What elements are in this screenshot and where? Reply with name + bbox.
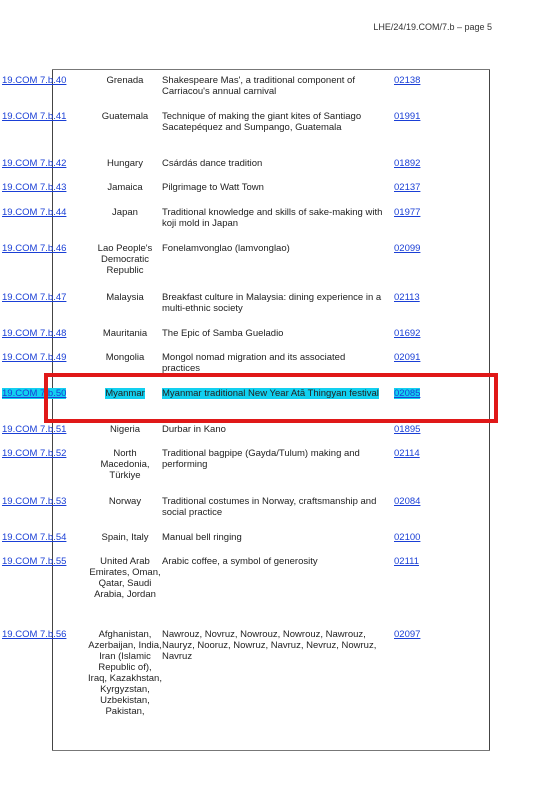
states-cell: Jamaica [107, 182, 143, 193]
element-title-cell: Durbar in Kano [162, 424, 226, 435]
states-cell: Japan [112, 207, 138, 218]
states-cell: Lao People's Democratic Republic [97, 243, 153, 276]
element-title-cell: Traditional bagpipe (Gayda/Tulum) making and performing [162, 448, 360, 470]
file-number-link[interactable]: 01977 [394, 207, 421, 218]
element-title-cell: Arabic coffee, a symbol of generosity [162, 556, 318, 567]
decision-link[interactable]: 19.COM 7.b.52 [2, 448, 67, 459]
decision-link[interactable]: 19.COM 7.b.50 [2, 388, 67, 399]
element-title-cell: Pilgrimage to Watt Town [162, 182, 264, 193]
element-title-cell: Fonelamvonglao (lamvonglao) [162, 243, 290, 254]
states-cell: Spain, Italy [101, 532, 149, 543]
states-cell: Mongolia [105, 352, 145, 363]
file-number-link[interactable]: 02111 [394, 556, 420, 567]
element-title-cell: Csárdás dance tradition [162, 158, 263, 169]
file-number-link[interactable]: 02084 [394, 496, 421, 507]
decision-link[interactable]: 19.COM 7.b.41 [2, 111, 67, 122]
states-cell: Grenada [106, 75, 144, 86]
element-title-cell: Breakfast culture in Malaysia: dining experience in a multi-ethnic society [162, 292, 382, 314]
decision-link[interactable]: 19.COM 7.b.51 [2, 424, 67, 435]
element-title-cell: Technique of making the giant kites of Santiago Sacatepéquez and Sumpango, Guatemala [162, 111, 362, 133]
highlight-box [44, 373, 498, 423]
file-number-link[interactable]: 02085 [394, 388, 421, 399]
file-number-link[interactable]: 01692 [394, 328, 421, 339]
states-cell: Mauritania [102, 328, 148, 339]
file-number-link[interactable]: 02138 [394, 75, 421, 86]
states-cell: North Macedonia, Türkiye [100, 448, 150, 481]
states-cell: Guatemala [101, 111, 149, 122]
file-number-link[interactable]: 02100 [394, 532, 421, 543]
element-title-cell: Nawrouz, Novruz, Nowrouz, Nowrouz, Nawrouz, Nauryz, Nooruz, Nowruz, Navruz, Nevruz, Nowruz, Navruz [162, 629, 377, 662]
file-number-link[interactable]: 02137 [394, 182, 421, 193]
decision-link[interactable]: 19.COM 7.b.46 [2, 243, 67, 254]
decision-link[interactable]: 19.COM 7.b.56 [2, 629, 67, 640]
states-cell: Norway [108, 496, 142, 507]
element-title-cell: Traditional costumes in Norway, craftsmanship and social practice [162, 496, 377, 518]
decision-link[interactable]: 19.COM 7.b.53 [2, 496, 67, 507]
states-cell: Myanmar [105, 388, 145, 399]
file-number-link[interactable]: 02091 [394, 352, 421, 363]
element-title-cell: Myanmar traditional New Year Atā Thingyan festival [162, 388, 379, 399]
file-number-link[interactable]: 01895 [394, 424, 421, 435]
decision-link[interactable]: 19.COM 7.b.55 [2, 556, 67, 567]
decision-link[interactable]: 19.COM 7.b.42 [2, 158, 67, 169]
decision-link[interactable]: 19.COM 7.b.44 [2, 207, 67, 218]
element-title-cell: Mongol nomad migration and its associated practices [162, 352, 346, 374]
element-title-cell: Shakespeare Mas', a traditional component of Carriacou's annual carnival [162, 75, 355, 97]
decision-link[interactable]: 19.COM 7.b.47 [2, 292, 67, 303]
decision-link[interactable]: 19.COM 7.b.40 [2, 75, 67, 86]
element-title-cell: Traditional knowledge and skills of sake-making with koji mold in Japan [162, 207, 383, 229]
file-number-link[interactable]: 01892 [394, 158, 421, 169]
file-number-link[interactable]: 02097 [394, 629, 421, 640]
states-cell: Afghanistan, Azerbaijan, India, Iran (Islamic Republic of), Iraq, Kazakhstan, Kyrgyzstan, Uzbekistan, Pakistan, [88, 629, 162, 717]
page-header: LHE/24/19.COM/7.b – page 5 [373, 22, 492, 32]
decision-link[interactable]: 19.COM 7.b.43 [2, 182, 67, 193]
file-number-link[interactable]: 02099 [394, 243, 421, 254]
states-cell: Hungary [107, 158, 143, 169]
element-title-cell: The Epic of Samba Gueladio [162, 328, 284, 339]
states-cell: United Arab Emirates, Oman, Qatar, Saudi Arabia, Jordan [89, 556, 161, 600]
file-number-link[interactable]: 01991 [394, 111, 421, 122]
file-number-link[interactable]: 02114 [394, 448, 420, 459]
decision-link[interactable]: 19.COM 7.b.54 [2, 532, 67, 543]
table-bottom-border [52, 750, 490, 751]
states-cell: Malaysia [106, 292, 144, 303]
decision-link[interactable]: 19.COM 7.b.49 [2, 352, 67, 363]
file-number-link[interactable]: 02113 [394, 292, 420, 303]
element-title-cell: Manual bell ringing [162, 532, 242, 543]
decision-link[interactable]: 19.COM 7.b.48 [2, 328, 67, 339]
table-top-border [52, 69, 490, 70]
states-cell: Nigeria [109, 424, 141, 435]
